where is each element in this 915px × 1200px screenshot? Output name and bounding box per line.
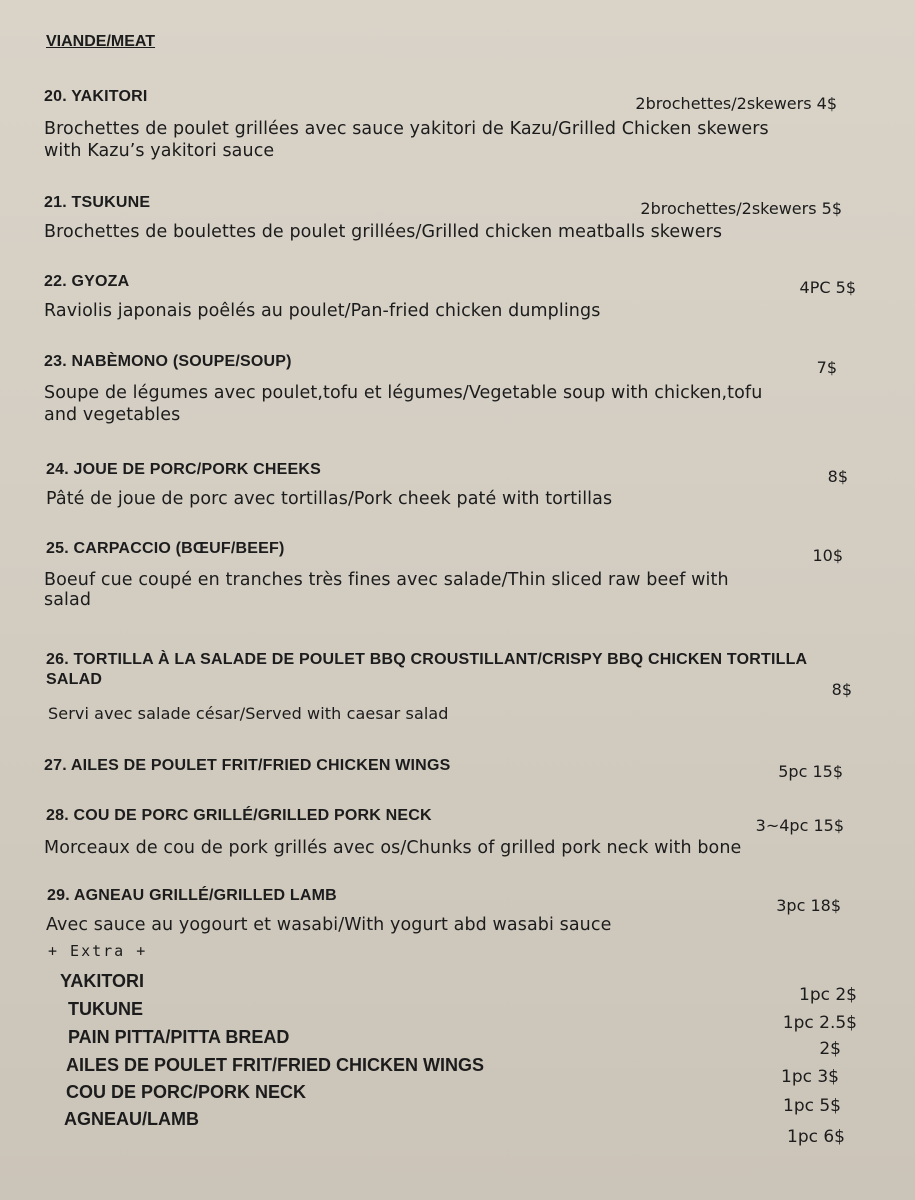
extra-item-price: 1pc 3$ bbox=[781, 1067, 839, 1087]
extra-item-price: 2$ bbox=[819, 1039, 841, 1059]
extra-item-name: YAKITORI bbox=[60, 971, 145, 991]
extra-item-price: 1pc 2.5$ bbox=[782, 1013, 857, 1033]
extra-item-name: COU DE PORC/PORK NECK bbox=[66, 1082, 307, 1102]
item-description: Boeuf cue coupé en tranches très fines avec salade/Thin sliced raw beef with bbox=[44, 570, 729, 590]
item-description: Avec sauce au yogourt et wasabi/With yogurt abd wasabi sauce bbox=[46, 915, 612, 935]
item-title: 24. JOUE DE PORC/PORK CHEEKS bbox=[46, 461, 321, 478]
item-description: Soupe de légumes avec poulet,tofu et légumes/Vegetable soup with chicken,tofu bbox=[44, 383, 763, 403]
item-price: 5pc 15$ bbox=[778, 762, 843, 781]
item-title: 27. AILES DE POULET FRIT/FRIED CHICKEN WINGS bbox=[44, 757, 451, 774]
extra-label: + Extra + bbox=[48, 942, 148, 960]
item-title: 25. CARPACCIO (BŒUF/BEEF) bbox=[46, 540, 285, 557]
extra-item-price: 1pc 6$ bbox=[787, 1127, 845, 1147]
item-price: 8$ bbox=[831, 680, 852, 699]
item-description: Servi avec salade césar/Served with caesar salad bbox=[48, 704, 449, 723]
extra-item-name: AILES DE POULET FRIT/FRIED CHICKEN WINGS bbox=[66, 1055, 485, 1075]
item-title: 21. TSUKUNE bbox=[44, 194, 151, 211]
item-title: 23. NABÈMONO (SOUPE/SOUP) bbox=[44, 353, 292, 370]
extra-item-name: PAIN PITTA/PITTA BREAD bbox=[68, 1027, 290, 1047]
item-title: 26. TORTILLA À LA SALADE DE POULET BBQ CROUSTILLANT/CRISPY BBQ CHICKEN TORTILLA bbox=[46, 651, 808, 668]
item-price: 4PC 5$ bbox=[799, 278, 856, 297]
item-price: 3pc 18$ bbox=[776, 896, 841, 915]
extra-item-name: AGNEAU/LAMB bbox=[64, 1109, 199, 1129]
item-description: salad bbox=[44, 590, 92, 610]
item-title-continued: SALAD bbox=[46, 671, 103, 688]
item-description: with Kazu’s yakitori sauce bbox=[44, 141, 275, 161]
item-description: Brochettes de boulettes de poulet grillées/Grilled chicken meatballs skewers bbox=[44, 222, 723, 242]
item-price: 2brochettes/2skewers 5$ bbox=[640, 199, 842, 218]
item-price: 3~4pc 15$ bbox=[755, 816, 844, 835]
item-description: Brochettes de poulet grillées avec sauce yakitori de Kazu/Grilled Chicken skewers bbox=[44, 119, 769, 139]
item-description: Morceaux de cou de pork grillés avec os/Chunks of grilled pork neck with bone bbox=[44, 838, 742, 858]
item-title: 28. COU DE PORC GRILLÉ/GRILLED PORK NECK bbox=[46, 807, 432, 824]
extra-item-price: 1pc 2$ bbox=[799, 985, 857, 1005]
section-title: VIANDE/MEAT bbox=[46, 33, 156, 50]
item-price: 2brochettes/2skewers 4$ bbox=[635, 94, 837, 113]
extra-item-name: TUKUNE bbox=[68, 999, 143, 1019]
item-title: 29. AGNEAU GRILLÉ/GRILLED LAMB bbox=[47, 887, 337, 904]
item-description: Pâté de joue de porc avec tortillas/Pork cheek paté with tortillas bbox=[46, 489, 613, 509]
item-description: Raviolis japonais poêlés au poulet/Pan-fried chicken dumplings bbox=[44, 301, 601, 321]
item-price: 7$ bbox=[816, 358, 837, 377]
extra-item-price: 1pc 5$ bbox=[783, 1096, 841, 1116]
item-price: 8$ bbox=[827, 467, 848, 486]
item-description: and vegetables bbox=[44, 405, 181, 425]
item-price: 10$ bbox=[812, 546, 843, 565]
item-title: 22. GYOZA bbox=[44, 273, 130, 290]
item-title: 20. YAKITORI bbox=[44, 88, 148, 105]
